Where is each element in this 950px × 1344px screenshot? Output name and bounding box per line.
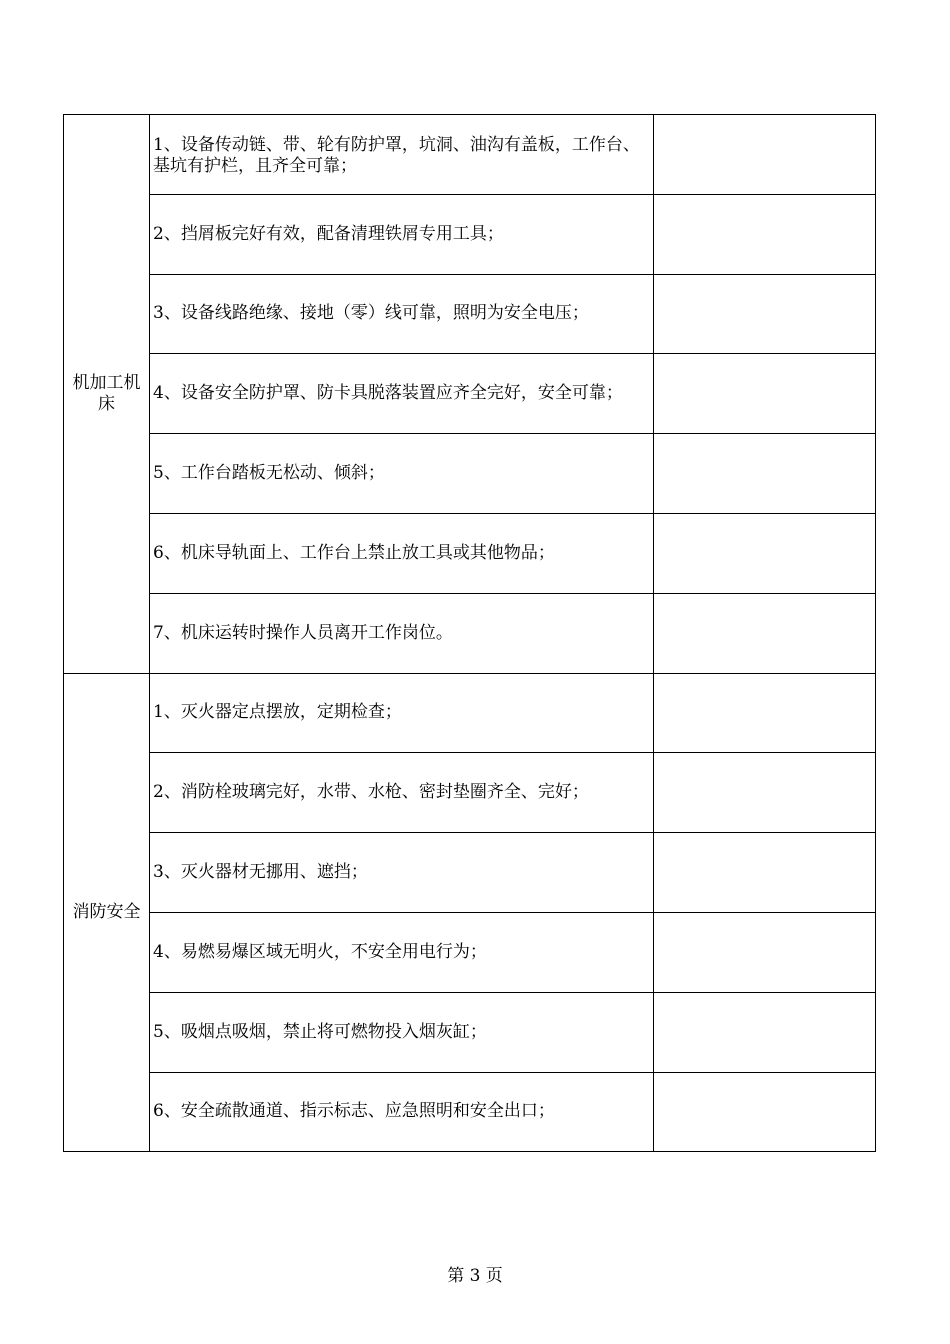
result-cell[interactable] [654,115,876,195]
table-row [64,673,876,753]
check-item: 3、设备线路绝缘、接地（零）线可靠，照明为安全电压； [150,274,654,354]
result-cell[interactable] [654,513,876,593]
table-row [64,1072,876,1152]
result-cell[interactable] [654,194,876,274]
check-item: 6、机床导轨面上、工作台上禁止放工具或其他物品； [150,513,654,593]
table-row [64,194,876,274]
result-cell[interactable] [654,274,876,354]
check-item: 4、设备安全防护罩、防卡具脱落装置应齐全完好，安全可靠； [150,354,654,434]
check-item: 2、挡屑板完好有效，配备清理铁屑专用工具； [150,194,654,274]
check-item: 7、机床运转时操作人员离开工作岗位。 [150,593,654,673]
result-cell[interactable] [654,753,876,833]
table-row [64,354,876,434]
check-item: 2、消防栓玻璃完好，水带、水枪、密封垫圈齐全、完好； [150,753,654,833]
check-item: 5、工作台踏板无松动、倾斜； [150,434,654,514]
table-row [64,513,876,593]
check-item: 3、灭火器材无挪用、遮挡； [150,833,654,913]
result-cell[interactable] [654,354,876,434]
result-cell[interactable] [654,833,876,913]
result-cell[interactable] [654,434,876,514]
table-row [64,912,876,992]
result-cell[interactable] [654,992,876,1072]
table-row [64,434,876,514]
result-cell[interactable] [654,1072,876,1152]
result-cell[interactable] [654,912,876,992]
page-number: 第 3 页 [447,1266,503,1286]
table-row [64,115,876,195]
check-item: 6、安全疏散通道、指示标志、应急照明和安全出口； [150,1072,654,1152]
table-row [64,833,876,913]
section-fire-safety: 消防安全 [64,673,150,1152]
result-cell[interactable] [654,673,876,753]
table-row [64,992,876,1072]
inspection-table [63,114,876,1152]
result-cell[interactable] [654,593,876,673]
table-row [64,753,876,833]
section-machine-tools: 机加工机床 [64,115,150,674]
check-item: 1、灭火器定点摆放，定期检查； [150,673,654,753]
check-item: 1、设备传动链、带、轮有防护罩，坑洞、油沟有盖板，工作台、基坑有护栏，且齐全可靠； [150,115,654,195]
check-item: 5、吸烟点吸烟，禁止将可燃物投入烟灰缸； [150,992,654,1072]
table-row [64,274,876,354]
table-row [64,593,876,673]
check-item: 4、易燃易爆区域无明火，不安全用电行为； [150,912,654,992]
